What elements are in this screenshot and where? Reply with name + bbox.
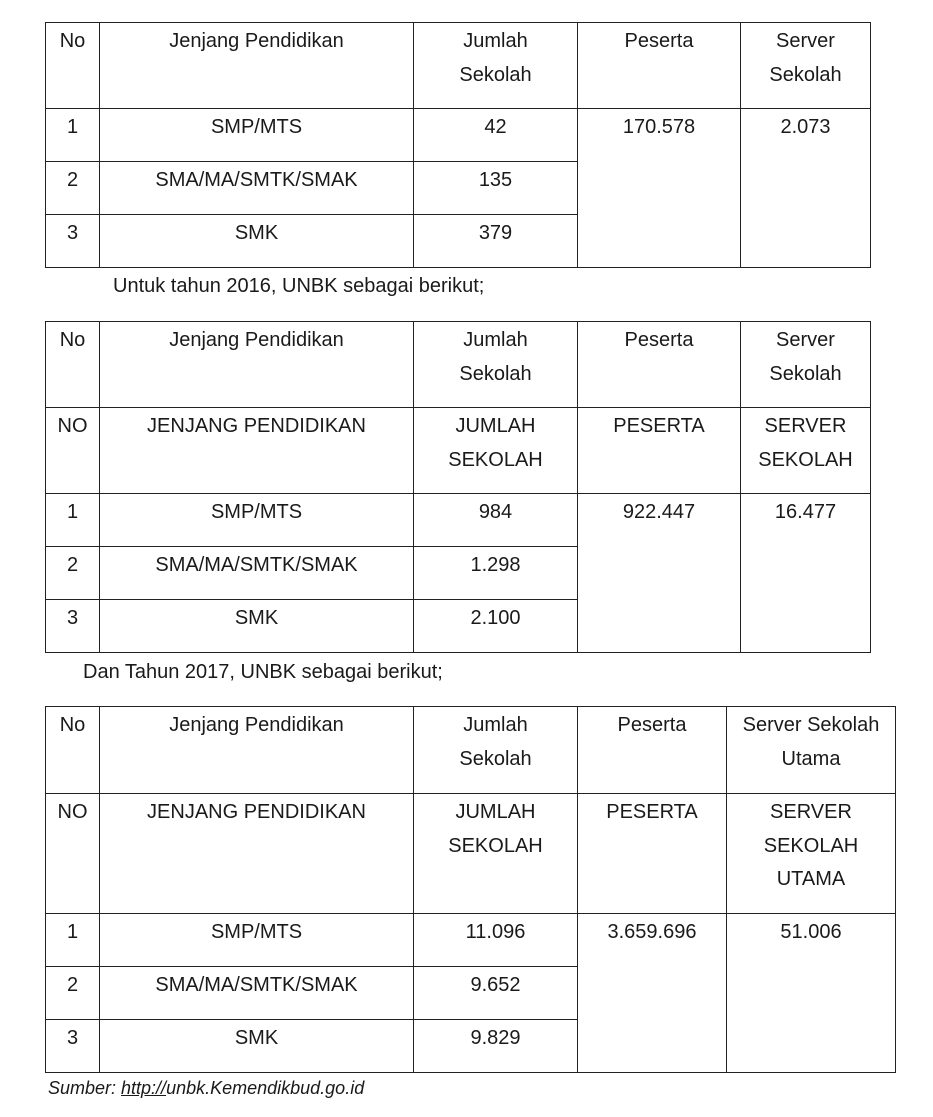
cell-jenjang: SMP/MTS xyxy=(100,494,414,547)
cell-jumlah: 2.100 xyxy=(414,600,578,653)
header-caps-no: NO xyxy=(46,408,100,494)
header-caps-no: NO xyxy=(46,794,100,914)
cell-jenjang: SMA/MA/SMTK/SMAK xyxy=(100,547,414,600)
cell-no: 3 xyxy=(46,600,100,653)
header-no: No xyxy=(46,23,100,109)
cell-jumlah: 9.829 xyxy=(414,1020,578,1073)
cell-jenjang: SMK xyxy=(100,215,414,268)
cell-jumlah: 135 xyxy=(414,162,578,215)
table-unbk-2016 xyxy=(45,321,871,653)
cell-no: 2 xyxy=(46,967,100,1020)
cell-peserta: 170.578 xyxy=(578,109,741,268)
cell-peserta: 922.447 xyxy=(578,494,741,653)
cell-no: 1 xyxy=(46,494,100,547)
cell-no: 1 xyxy=(46,109,100,162)
cell-server: 51.006 xyxy=(727,914,896,1073)
cell-jenjang: SMK xyxy=(100,1020,414,1073)
header-jumlah: Jumlah Sekolah xyxy=(414,707,578,794)
header-peserta: Peserta xyxy=(578,23,741,109)
header-jumlah: Jumlah Sekolah xyxy=(414,322,578,408)
cell-jenjang: SMK xyxy=(100,600,414,653)
cell-no: 3 xyxy=(46,1020,100,1073)
header-jenjang: Jenjang Pendidikan xyxy=(100,322,414,408)
header-peserta: Peserta xyxy=(578,707,727,794)
header-server: Server Sekolah xyxy=(741,322,871,408)
cell-server: 16.477 xyxy=(741,494,871,653)
table-row xyxy=(46,914,896,967)
table-row xyxy=(46,109,871,162)
cell-jumlah: 1.298 xyxy=(414,547,578,600)
cell-jenjang: SMA/MA/SMTK/SMAK xyxy=(100,967,414,1020)
header-peserta: Peserta xyxy=(578,322,741,408)
header-server: Server Sekolah Utama xyxy=(727,707,896,794)
table-header-row xyxy=(46,707,896,794)
caption-2016: Untuk tahun 2016, UNBK sebagai berikut; xyxy=(113,275,485,297)
cell-jumlah: 984 xyxy=(414,494,578,547)
cell-jumlah: 11.096 xyxy=(414,914,578,967)
header-jenjang: Jenjang Pendidikan xyxy=(100,707,414,794)
header-caps-jumlah: JUMLAH SEKOLAH xyxy=(414,794,578,914)
table-header-caps-row xyxy=(46,408,871,494)
caption-2017: Dan Tahun 2017, UNBK sebagai berikut; xyxy=(83,661,443,683)
table-unbk-2015 xyxy=(45,22,871,268)
header-jenjang: Jenjang Pendidikan xyxy=(100,23,414,109)
table-unbk-2017 xyxy=(45,706,896,1073)
header-caps-jenjang: JENJANG PENDIDIKAN xyxy=(100,408,414,494)
source-label: Sumber: xyxy=(48,1078,122,1098)
table-header-caps-row xyxy=(46,794,896,914)
header-jumlah: Jumlah Sekolah xyxy=(414,23,578,109)
table-row xyxy=(46,494,871,547)
header-caps-peserta: PESERTA xyxy=(578,794,727,914)
cell-jenjang: SMP/MTS xyxy=(100,109,414,162)
header-caps-jenjang: JENJANG PENDIDIKAN xyxy=(100,794,414,914)
source-link[interactable]: http:// xyxy=(121,1078,167,1098)
cell-no: 2 xyxy=(46,547,100,600)
table-header-row xyxy=(46,322,871,408)
header-caps-peserta: PESERTA xyxy=(578,408,741,494)
header-caps-server: SERVER SEKOLAH UTAMA xyxy=(727,794,896,914)
cell-jumlah: 42 xyxy=(414,109,578,162)
source-citation xyxy=(48,1077,364,1099)
cell-server: 2.073 xyxy=(741,109,871,268)
header-no: No xyxy=(46,707,100,794)
cell-jumlah: 9.652 xyxy=(414,967,578,1020)
cell-jenjang: SMA/MA/SMTK/SMAK xyxy=(100,162,414,215)
cell-peserta: 3.659.696 xyxy=(578,914,727,1073)
header-no: No xyxy=(46,322,100,408)
cell-no: 1 xyxy=(46,914,100,967)
cell-jumlah: 379 xyxy=(414,215,578,268)
table-header-row xyxy=(46,23,871,109)
cell-no: 3 xyxy=(46,215,100,268)
cell-jenjang: SMP/MTS xyxy=(100,914,414,967)
cell-no: 2 xyxy=(46,162,100,215)
header-caps-server: SERVER SEKOLAH xyxy=(741,408,871,494)
header-server: Server Sekolah xyxy=(741,23,871,109)
source-domain: unbk.Kemendikbud.go.id xyxy=(166,1078,365,1098)
header-caps-jumlah: JUMLAH SEKOLAH xyxy=(414,408,578,494)
